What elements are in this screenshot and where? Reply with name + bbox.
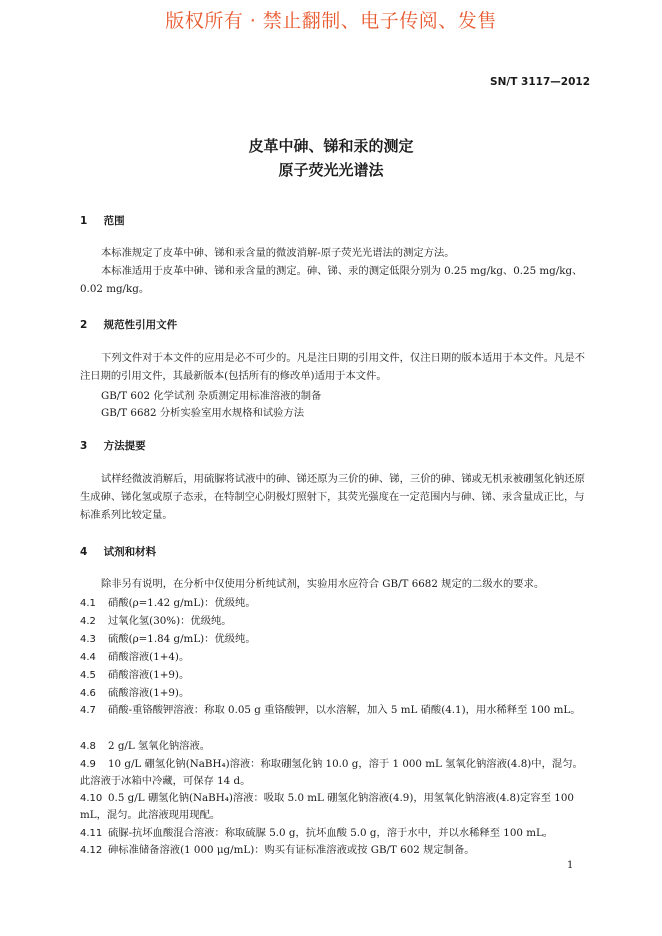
section-heading-principle: 3 方法提要	[80, 440, 146, 452]
reagent-item: 4.12 砷标准储备溶液(1 000 μg/mL)：购买有证标准溶液或按 GB/T 602 规定制备。	[80, 844, 475, 856]
reagent-item: 4.9 10 g/L 硼氢化钠(NaBH₄)溶液：称取硼氢化钠 10.0 g，溶于 1 000 mL 氢氧化钠溶液(4.8)中，混匀。此溶液于冰箱中冷藏，可保存 14 d。	[80, 758, 583, 787]
reagent-item: 4.11 硫脲-抗坏血酸混合溶液：称取硫脲 5.0 g，抗坏血酸 5.0 g，溶于水中，并以水稀释至 100 mL。	[80, 827, 554, 839]
standard-code: SN/T 3117—2012	[490, 76, 590, 88]
reagent-item: 4.6 硫酸溶液(1+9)。	[80, 687, 190, 699]
references-paragraph: 下列文件对于本文件的应用是必不可少的。凡是注日期的引用文件，仅注日期的版本适用于本文件。凡是不注日期的引用文件，其最新版本(包括所有的修改单)适用于本文件。	[80, 352, 585, 382]
section-heading-scope: 1 范围	[80, 215, 125, 227]
page-number: 1	[567, 860, 574, 871]
reagent-item: 4.4 硝酸溶液(1+4)。	[80, 651, 190, 663]
reagent-item: 4.3 硫酸(ρ=1.84 g/mL)：优级纯。	[80, 633, 256, 645]
reagent-item: 4.7 硝酸-重铬酸钾溶液：称取 0.05 g 重铬酸钾，以水溶解，加入 5 mL 硝酸(4.1)，用水稀释至 100 mL。	[80, 704, 581, 716]
reagent-item: 4.1 硝酸(ρ=1.42 g/mL)：优级纯。	[80, 597, 256, 609]
watermark-text: 版权所有 · 禁止翻制、电子传阅、发售	[165, 10, 497, 32]
section-heading-reagents: 4 试剂和材料	[80, 546, 157, 558]
reagents-intro: 除非另有说明，在分析中仅使用分析纯试剂，实验用水应符合 GB/T 6682 规定的二级水的要求。	[101, 578, 545, 590]
page-title: 皮革中砷、锑和汞的测定	[248, 137, 414, 155]
reagent-item: 4.2 过氧化氢(30%)：优级纯。	[80, 615, 232, 627]
section-heading-references: 2 规范性引用文件	[80, 319, 178, 331]
scope-paragraph-1: 本标准规定了皮革中砷、锑和汞含量的微波消解-原子荧光光谱法的测定方法。	[101, 247, 455, 259]
reference-item: GB/T 6682 分析实验室用水规格和试验方法	[101, 407, 305, 419]
reagent-item: 4.5 硝酸溶液(1+9)。	[80, 669, 190, 681]
reference-item: GB/T 602 化学试剂 杂质测定用标准溶液的制备	[101, 390, 322, 402]
reagent-item: 4.10 0.5 g/L 硼氢化钠(NaBH₄)溶液：吸取 5.0 mL 硼氢化钠溶液(4.9)，用氢氧化钠溶液(4.8)定容至 100 mL，混匀。此溶液现用现配。	[80, 792, 574, 821]
page-subtitle: 原子荧光光谱法	[278, 161, 384, 179]
principle-paragraph: 试样经微波消解后，用硫脲将试液中的砷、锑还原为三价的砷、锑，三价的砷、锑或无机汞被硼氢化钠还原生成砷、锑化氢或原子态汞，在特制空心阴极灯照射下，其荧光强度在一定范围内与砷、锑、汞含量成正比，与标准系列比较定量。	[80, 473, 585, 521]
reagent-item: 4.8 2 g/L 氢氧化钠溶液。	[80, 740, 211, 752]
scope-paragraph-2: 本标准适用于皮革中砷、锑和汞含量的测定。砷、锑、汞的测定低限分别为 0.25 mg/kg、0.25 mg/kg、0.02 mg/kg。	[80, 265, 583, 295]
